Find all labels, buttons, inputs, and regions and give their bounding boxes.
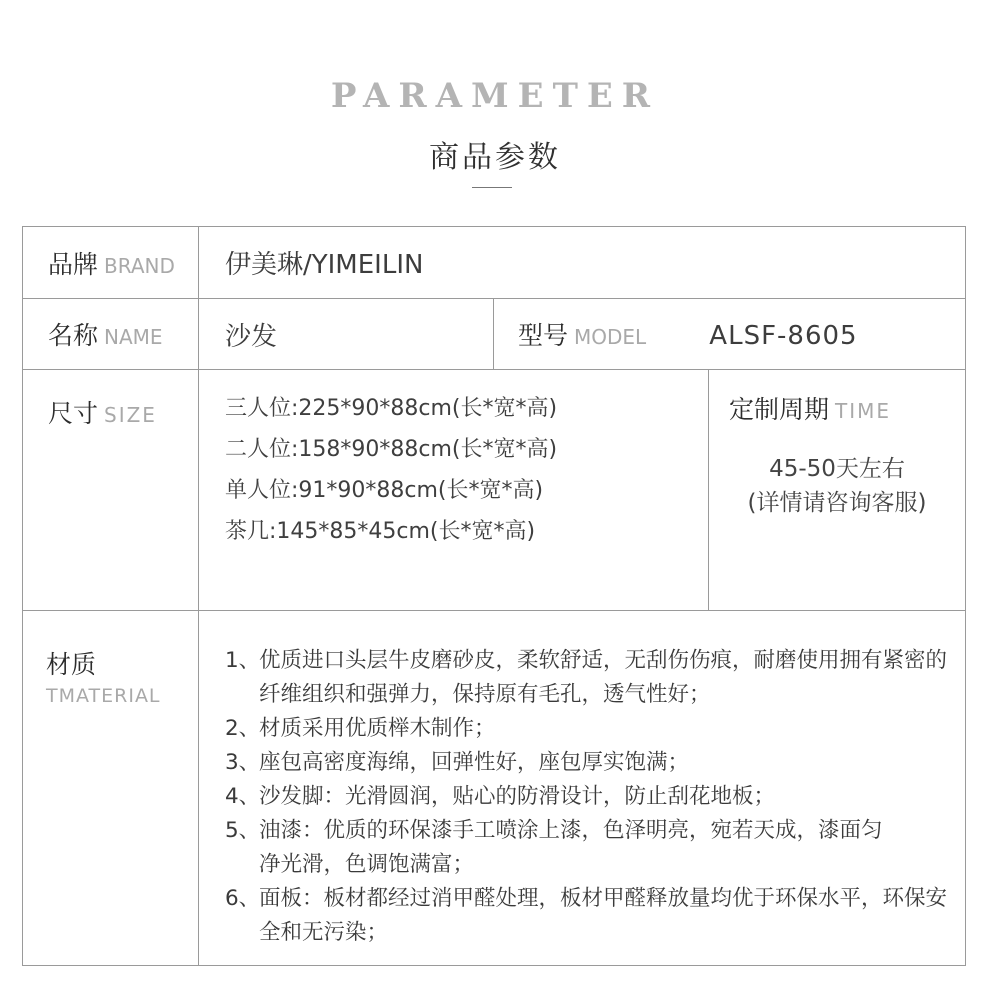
name-label-cn: 名称	[48, 321, 99, 350]
brand-label-cn: 品牌	[48, 249, 99, 279]
size-label-cell	[23, 370, 199, 611]
time-cell	[709, 370, 966, 611]
size-label-cn: 尺寸	[48, 399, 99, 428]
table-row-size	[23, 370, 966, 611]
list-item-text: 沙发脚：光滑圆润，贴心的防滑设计，防止刮花地板；	[259, 784, 776, 809]
name-value-cell	[199, 299, 494, 370]
model-value: ALSF-8605	[709, 321, 858, 351]
size-line: 茶几:145*85*45cm(长*宽*高)	[225, 519, 536, 544]
list-item-text: 材质采用优质榉木制作；	[259, 716, 496, 741]
model-label-cn: 型号	[518, 321, 569, 350]
size-line: 三人位:225*90*88cm(长*宽*高)	[225, 396, 558, 421]
header-divider	[472, 187, 512, 188]
list-item-number: 5、	[225, 818, 261, 843]
list-item	[225, 814, 899, 882]
list-item-number: 6、	[225, 886, 261, 911]
material-list	[199, 611, 965, 950]
model-label-en: MODEL	[574, 325, 647, 349]
table-row-material	[23, 611, 966, 966]
name-label-cell	[23, 299, 199, 370]
brand-label-cell	[23, 227, 199, 299]
time-label-en: TIME	[835, 399, 892, 423]
brand-label-en: BRAND	[104, 253, 175, 278]
time-value-line2: (详情请咨询客服)	[747, 490, 927, 516]
table-row-name	[23, 299, 966, 370]
list-item-number: 4、	[225, 784, 261, 809]
time-value-line1: 45-50天左右	[769, 456, 905, 482]
brand-value-cell	[199, 227, 966, 299]
list-item-number: 2、	[225, 716, 261, 741]
time-label-cn: 定制周期	[729, 395, 830, 424]
list-item-text: 优质进口头层牛皮磨砂皮，柔软舒适，无刮伤伤痕，耐磨使用拥有紧密的纤维组织和强弹力，保持原有毛孔，透气性好；	[259, 648, 948, 707]
material-label-cell	[23, 611, 199, 966]
list-item	[225, 644, 949, 712]
size-label-en: SIZE	[104, 403, 157, 427]
brand-value: 伊美琳/YIMEILIN	[225, 250, 424, 280]
header-title-en: PARAMETER	[330, 76, 660, 116]
size-line: 单人位:91*90*88cm(长*宽*高)	[225, 478, 544, 503]
table-row-brand	[23, 227, 966, 299]
name-value: 沙发	[225, 321, 278, 352]
list-item-text: 面板：板材都经过消甲醛处理，板材甲醛释放量均优于环保水平，环保安全和无污染；	[259, 886, 948, 945]
material-value-cell	[199, 611, 966, 966]
model-cell	[494, 299, 966, 370]
list-item	[225, 780, 965, 814]
size-list	[199, 370, 708, 552]
name-label-en: NAME	[104, 325, 163, 349]
list-item-number: 3、	[225, 750, 261, 775]
list-item	[225, 746, 965, 780]
header-title-cn: 商品参数	[429, 140, 561, 175]
time-value	[709, 452, 965, 520]
material-label-en: TMATERIAL	[46, 685, 161, 707]
size-value-cell	[199, 370, 709, 611]
list-item-text: 油漆：优质的环保漆手工喷涂上漆，色泽明亮，宛若天成，漆面匀净光滑，色调饱满富；	[259, 818, 883, 877]
size-line: 二人位:158*90*88cm(长*宽*高)	[225, 437, 558, 462]
parameter-table	[22, 226, 966, 966]
material-label-cn: 材质	[46, 650, 97, 679]
list-item	[225, 882, 949, 950]
list-item	[225, 712, 965, 746]
list-item-text: 座包高密度海绵，回弹性好，座包厚实饱满；	[259, 750, 690, 775]
list-item-number: 1、	[225, 648, 261, 673]
